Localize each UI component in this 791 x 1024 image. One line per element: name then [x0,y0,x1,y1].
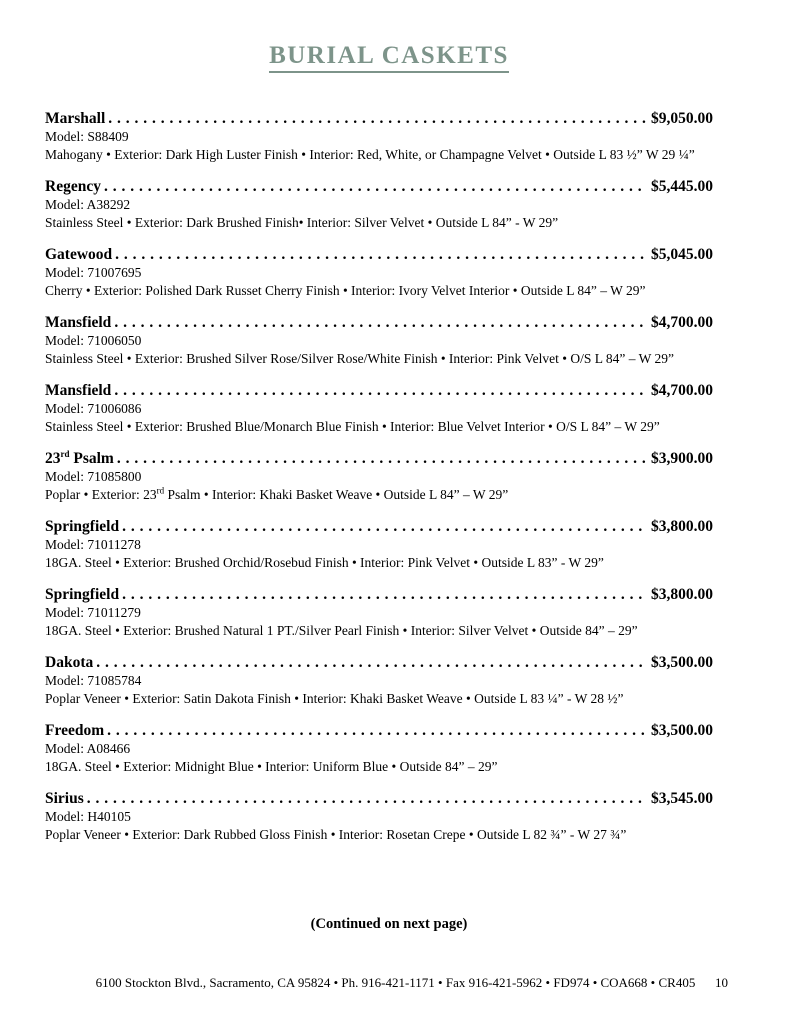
casket-name: 23rd Psalm [45,448,114,467]
casket-price: $3,800.00 [651,586,713,603]
casket-model: Model: 71006050 [45,333,142,348]
casket-price: $3,545.00 [651,790,713,807]
casket-price: $5,445.00 [651,178,713,195]
casket-model: Model: A38292 [45,197,131,212]
casket-description: 18GA. Steel • Exterior: Brushed Natural 1 PT./Silver Pearl Finish • Interior: Silver Velvet • Outside 84” – 29” [45,622,638,638]
casket-entry-head [45,721,713,740]
page-footer [0,975,791,991]
casket-price: $4,700.00 [651,314,713,331]
casket-entry [45,109,713,163]
casket-price: $5,045.00 [651,246,713,263]
dot-leader [117,449,646,468]
dot-leader [115,245,646,264]
dot-leader [87,789,646,808]
casket-model: Model: S88409 [45,129,129,144]
page-title: BURIAL CASKETS [269,42,509,73]
casket-model: Model: 71085800 [45,469,142,484]
dot-leader [104,177,646,196]
casket-price: $3,800.00 [651,518,713,535]
casket-model: Model: 71007695 [45,265,142,280]
casket-entry-head [45,585,713,604]
casket-name: Regency [45,178,101,195]
title-wrap [45,42,733,73]
dot-leader [107,721,646,740]
casket-description: 18GA. Steel • Exterior: Brushed Orchid/Rosebud Finish • Interior: Pink Velvet • Outside L 83” - W 29” [45,554,604,570]
dot-leader [114,313,646,332]
casket-name: Marshall [45,110,106,127]
casket-price: $3,500.00 [651,654,713,671]
casket-entry-head [45,449,713,468]
casket-model: Model: 71085784 [45,673,142,688]
casket-name: Springfield [45,586,120,603]
casket-price: $4,700.00 [651,382,713,399]
casket-description: Stainless Steel • Exterior: Dark Brushed Finish• Interior: Silver Velvet • Outside L 84” - W 29” [45,214,559,230]
casket-entry-head [45,381,713,400]
casket-entry [45,177,713,231]
casket-name: Sirius [45,790,84,807]
casket-description: Mahogany • Exterior: Dark High Luster Finish • Interior: Red, White, or Champagne Velvet • Outside L 83 ½” W 29 ¼” [45,146,695,162]
casket-entry [45,245,713,299]
casket-name: Mansfield [45,314,112,331]
casket-description: 18GA. Steel • Exterior: Midnight Blue • Interior: Uniform Blue • Outside 84” – 29” [45,758,498,774]
casket-model: Model: 71011279 [45,605,141,620]
continued-note: (Continued on next page) [310,915,468,932]
casket-name: Freedom [45,722,105,739]
casket-entry-head [45,517,713,536]
casket-entry [45,653,713,707]
casket-entry-head [45,245,713,264]
casket-model: Model: A08466 [45,741,131,756]
casket-price: $3,900.00 [651,450,713,467]
page-number: 10 [715,975,728,990]
casket-price: $3,500.00 [651,722,713,739]
casket-description: Cherry • Exterior: Polished Dark Russet Cherry Finish • Interior: Ivory Velvet Interior • Outside L 84” – W 29” [45,282,646,298]
casket-entry [45,313,713,367]
casket-entry [45,449,713,503]
casket-description: Stainless Steel • Exterior: Brushed Blue/Monarch Blue Finish • Interior: Blue Velvet Interior • O/S L 84” – W 29” [45,418,660,434]
dot-leader [114,381,646,400]
casket-price: $9,050.00 [651,110,713,127]
casket-model: Model: H40105 [45,809,131,824]
casket-name: Gatewood [45,246,113,263]
casket-entry [45,585,713,639]
casket-entry [45,517,713,571]
dot-leader [122,517,646,536]
casket-entry-head [45,653,713,672]
casket-entry [45,789,713,843]
casket-model: Model: 71006086 [45,401,142,416]
dot-leader [122,585,646,604]
casket-entry [45,381,713,435]
dot-leader [96,653,646,672]
casket-model: Model: 71011278 [45,537,141,552]
casket-name: Dakota [45,654,94,671]
casket-description: Poplar Veneer • Exterior: Satin Dakota Finish • Interior: Khaki Basket Weave • Outside L 83 ¼” - W 28 ½” [45,690,624,706]
casket-name: Mansfield [45,382,112,399]
casket-description: Poplar Veneer • Exterior: Dark Rubbed Gloss Finish • Interior: Rosetan Crepe • Outside L 82 ¾” - W 27 ¾” [45,826,627,842]
casket-entry-head [45,789,713,808]
casket-entry-head [45,313,713,332]
casket-list [45,109,713,843]
footer-address: 6100 Stockton Blvd., Sacramento, CA 95824 • Ph. 916-421-1171 • Fax 916-421-5962 • FD974 • COA668 • CR405 [95,975,696,990]
casket-description: Stainless Steel • Exterior: Brushed Silver Rose/Silver Rose/White Finish • Interior: Pink Velvet • O/S L 84” – W 29” [45,350,674,366]
casket-name: Springfield [45,518,120,535]
dot-leader [108,109,646,128]
casket-description: Poplar • Exterior: 23rd Psalm • Interior: Khaki Basket Weave • Outside L 84” – W 29” [45,485,509,502]
casket-entry-head [45,177,713,196]
casket-entry [45,721,713,775]
casket-entry-head [45,109,713,128]
